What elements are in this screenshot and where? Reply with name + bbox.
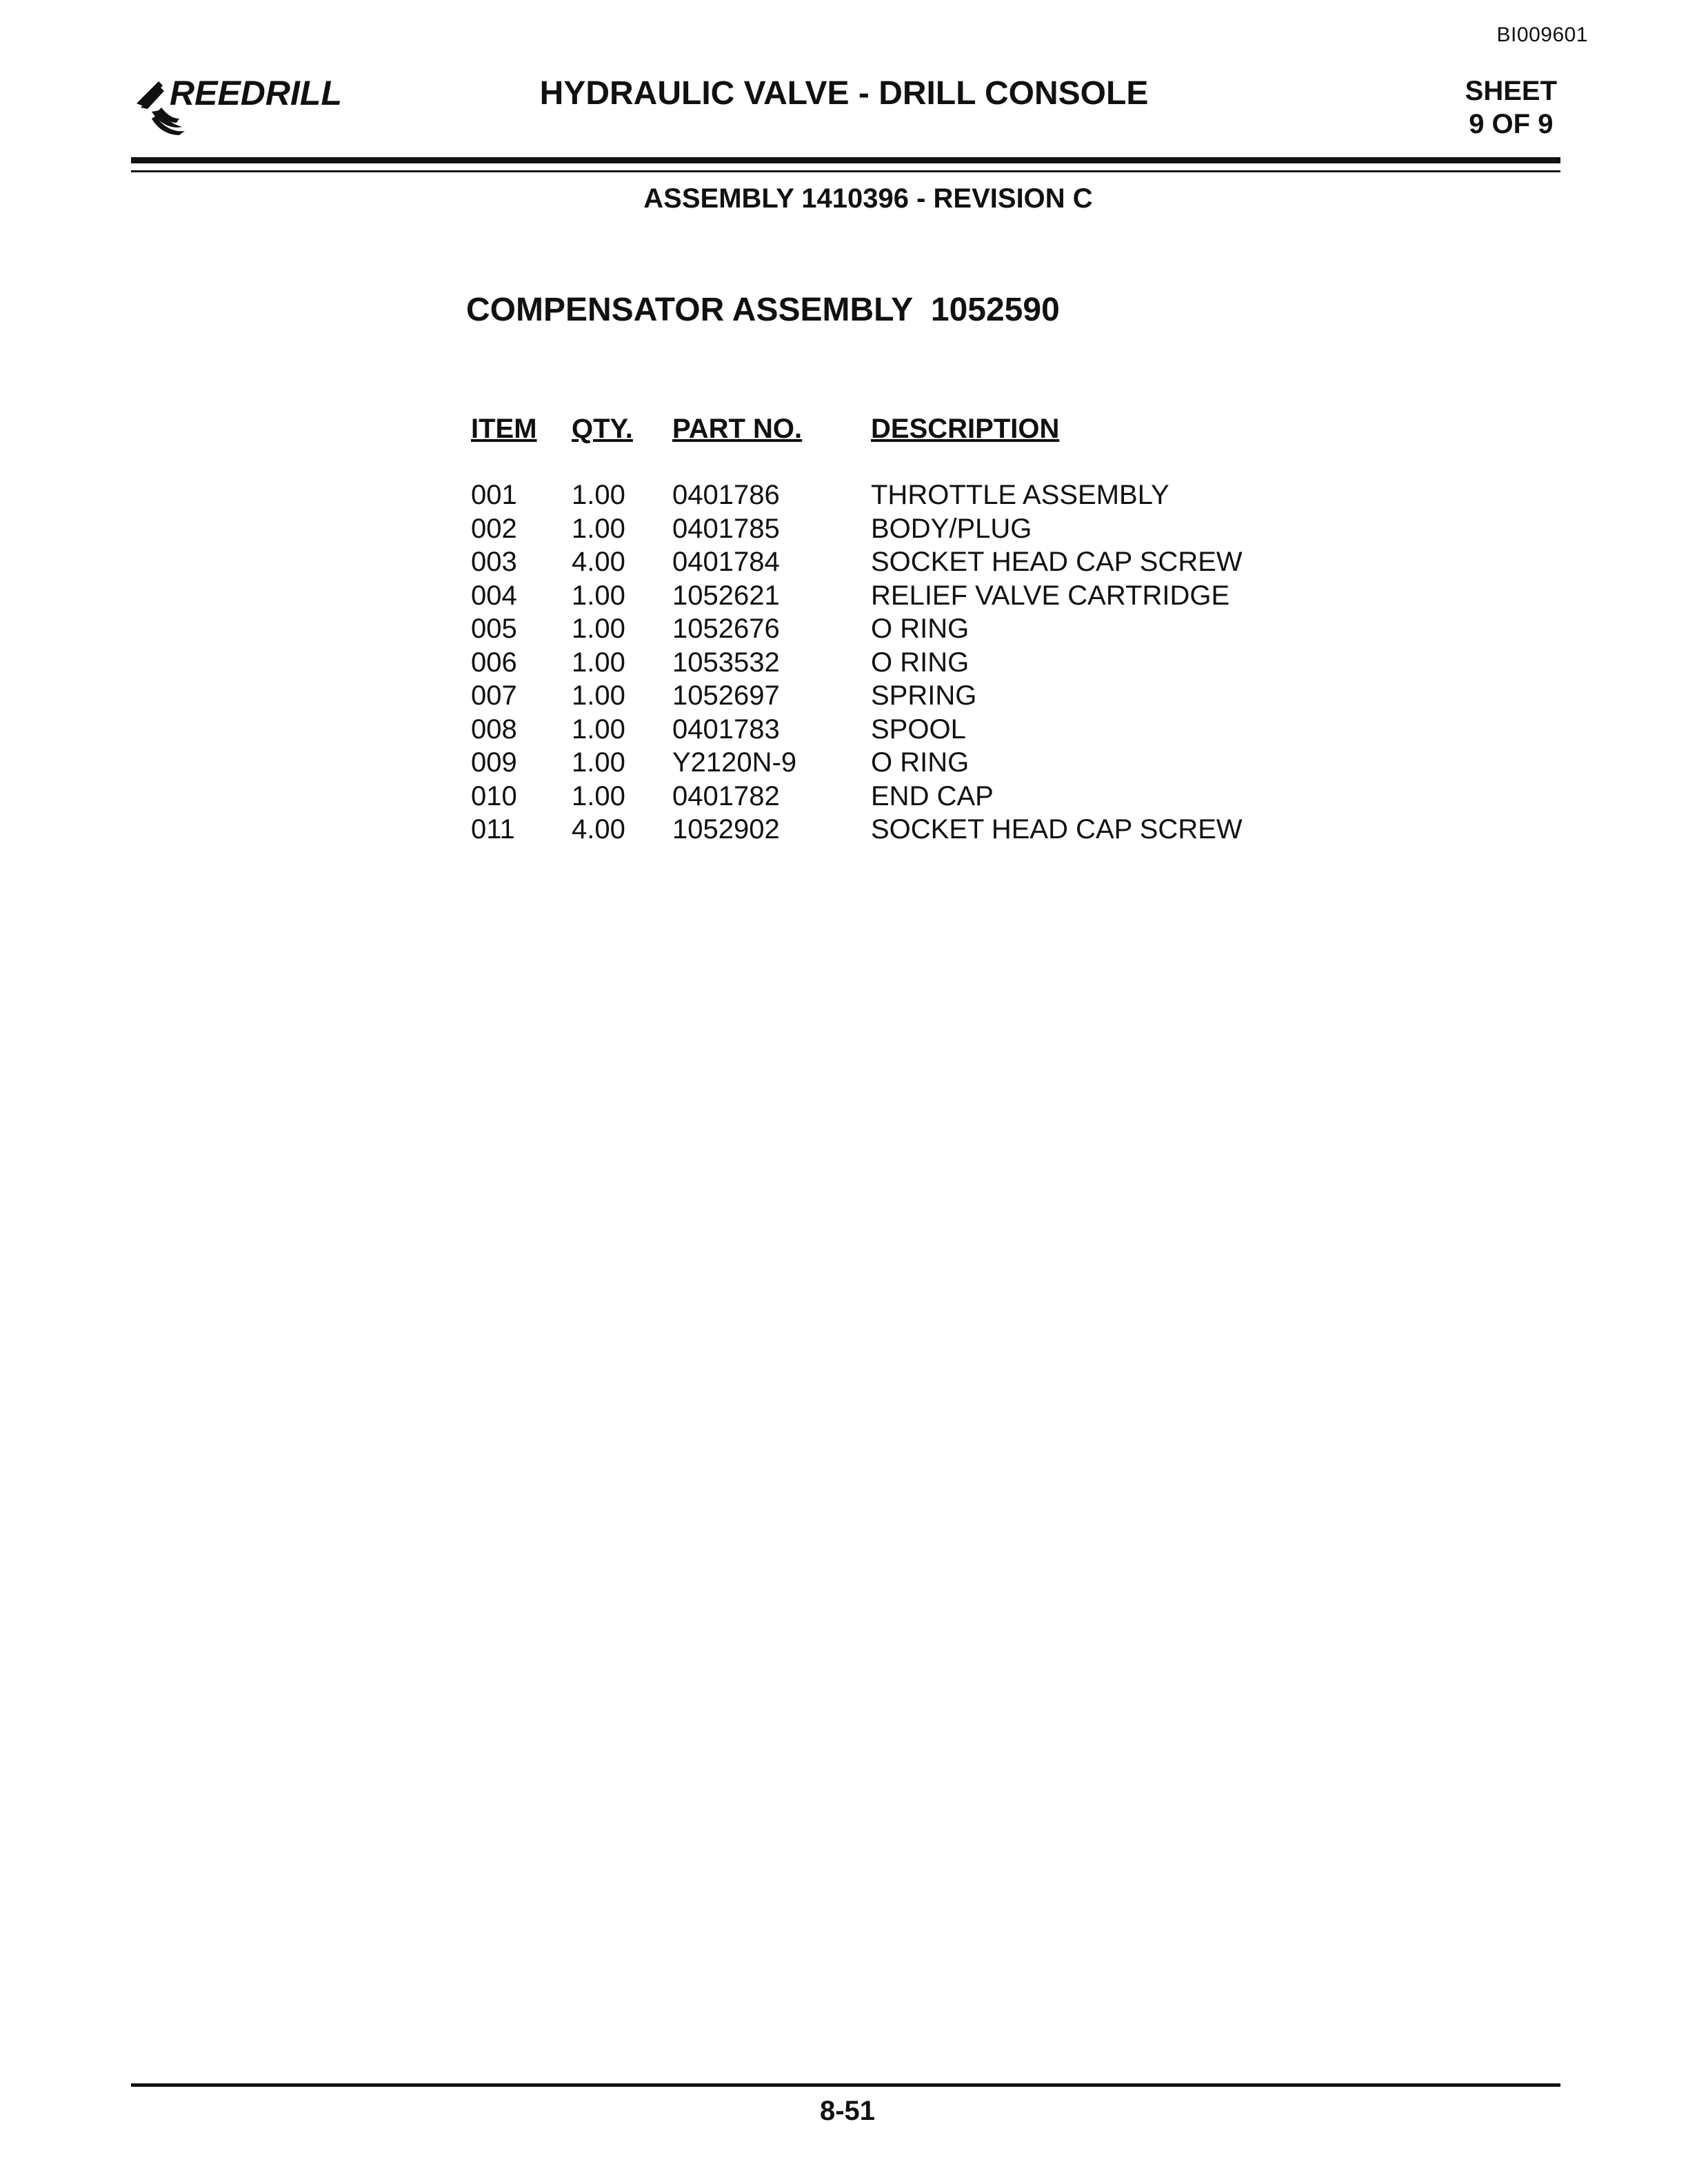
cell-item: 001 (471, 480, 517, 510)
cell-qty: 1.00 (572, 714, 625, 745)
cell-description: SOCKET HEAD CAP SCREW (871, 547, 1243, 577)
cell-item: 003 (471, 547, 517, 577)
cell-item: 002 (471, 513, 517, 544)
cell-item: 011 (471, 814, 515, 845)
cell-item: 010 (471, 780, 517, 811)
cell-qty: 1.00 (572, 747, 625, 778)
header-item: ITEM (471, 414, 537, 444)
sheet-count: 9 OF 9 (1469, 109, 1554, 139)
sheet-label: SHEET (1465, 76, 1557, 106)
cell-qty: 1.00 (572, 647, 625, 678)
cell-part-no: 0401785 (672, 513, 780, 544)
cell-item: 007 (471, 680, 517, 711)
sheet-indicator (1465, 74, 1557, 141)
table-header-row (471, 414, 1298, 458)
cell-description: END CAP (871, 780, 994, 811)
cell-part-no: 1052697 (672, 680, 780, 711)
cell-part-no: 0401786 (672, 480, 780, 510)
logo-wordmark: REEDRILL (170, 74, 342, 112)
cell-part-no: 0401784 (672, 547, 780, 577)
cell-part-no: 0401782 (672, 780, 780, 811)
cell-item: 004 (471, 580, 517, 611)
cell-qty: 1.00 (572, 580, 625, 611)
page-number: 8-51 (819, 2096, 876, 2126)
cell-qty: 1.00 (572, 614, 625, 644)
footer-rule (131, 2083, 1560, 2087)
cell-description: SPRING (871, 680, 977, 711)
cell-part-no: 1052621 (672, 580, 780, 611)
cell-item: 008 (471, 714, 517, 745)
cell-description: THROTTLE ASSEMBLY (871, 480, 1169, 510)
cell-qty: 1.00 (572, 680, 625, 711)
table-row (471, 580, 1298, 614)
cell-part-no: 1052676 (672, 614, 780, 644)
cell-description: SPOOL (871, 714, 966, 745)
parts-table (471, 414, 1298, 848)
table-row (471, 614, 1298, 647)
header-qty: QTY. (572, 414, 633, 444)
cell-qty: 1.00 (572, 513, 625, 544)
cell-part-no: 0401783 (672, 714, 780, 745)
header-rule-thick (131, 157, 1560, 163)
cell-qty: 1.00 (572, 480, 625, 510)
table-row (471, 514, 1298, 547)
cell-part-no: 1053532 (672, 647, 780, 678)
cell-part-no: Y2120N-9 (672, 747, 797, 778)
header-part-no: PART NO. (672, 414, 803, 444)
cell-description: RELIEF VALVE CARTRIDGE (871, 580, 1230, 611)
table-row (471, 714, 1298, 748)
cell-description: O RING (871, 747, 969, 778)
cell-description: SOCKET HEAD CAP SCREW (871, 814, 1243, 845)
cell-description: O RING (871, 614, 969, 644)
page-title: HYDRAULIC VALVE - DRILL CONSOLE (539, 75, 1149, 112)
table-row (471, 814, 1298, 848)
table-row (471, 680, 1298, 714)
cell-description: O RING (871, 647, 969, 678)
table-row (471, 647, 1298, 681)
table-row (471, 781, 1298, 815)
cell-qty: 1.00 (572, 780, 625, 811)
cell-item: 006 (471, 647, 517, 678)
table-row (471, 547, 1298, 580)
header-rule-thin (131, 170, 1560, 172)
header-description: DESCRIPTION (871, 414, 1060, 444)
cell-part-no: 1052902 (672, 814, 780, 845)
subassembly-title: COMPENSATOR ASSEMBLY 1052590 (466, 292, 1060, 328)
cell-qty: 4.00 (572, 547, 625, 577)
table-row (471, 480, 1298, 514)
document-id: BI009601 (1496, 23, 1588, 46)
cell-item: 009 (471, 747, 517, 778)
assembly-revision: ASSEMBLY 1410396 - REVISION C (643, 183, 1093, 214)
cell-item: 005 (471, 614, 517, 644)
table-row (471, 747, 1298, 781)
cell-qty: 4.00 (572, 814, 625, 845)
cell-description: BODY/PLUG (871, 513, 1032, 544)
